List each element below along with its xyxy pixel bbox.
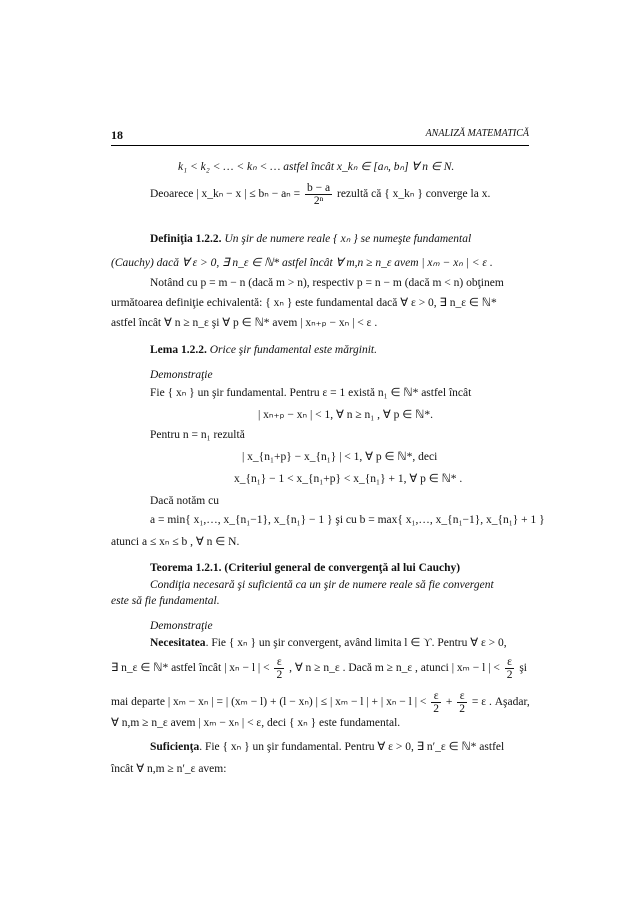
- proof-line: atunci a ≤ xₙ ≤ b , ∀ n ∈ N.: [111, 536, 240, 548]
- proof-line: [150, 636, 507, 650]
- proof-formula: | x_{n₁+p} − x_{n₁} | < 1, ∀ p ∈ ℕ*, deci: [242, 451, 438, 463]
- sufficiency-label: Suficienţa: [150, 741, 200, 753]
- fraction: [505, 656, 515, 681]
- header-rule: [111, 145, 529, 146]
- text-span: . Fie { xₙ } un şir convergent, având limita l ∈ ϒ. Pentru ∀ ε > 0,: [205, 637, 507, 649]
- paragraph-line: Notând cu p = m − n (dacă m > n), respectiv p = n − m (dacă m < n) obţinem: [150, 277, 504, 289]
- necessity-label: Necesitatea: [150, 637, 206, 649]
- proof-formula: | xₙ₊ₚ − xₙ | < 1, ∀ n ≥ n₁ , ∀ p ∈ ℕ*.: [258, 409, 434, 421]
- proof-line: Pentru n = n₁ rezultă: [150, 429, 245, 441]
- formula-line: k₁ < k₂ < … < kₙ < … astfel încât x_kₙ ∈ [aₙ, bₙ] ∀ n ∈ N.: [178, 161, 455, 173]
- fraction: [305, 182, 332, 207]
- text-span: , ∀ n ≥ n_ε . Dacă m ≥ n_ε , atunci | xₘ − l | <: [289, 662, 500, 675]
- text-span: . Fie { xₙ } un şir fundamental. Pentru ∀ ε > 0, ∃ n′_ε ∈ ℕ* astfel: [199, 741, 505, 753]
- definition-line: (Cauchy) dacă ∀ ε > 0, ∃ n_ε ∈ ℕ* astfel încât ∀ m,n ≥ n_ε avem | xₘ − xₙ | < ε .: [111, 257, 493, 269]
- fraction-denominator: 2: [506, 669, 513, 681]
- proof-line: Fie { xₙ } un şir fundamental. Pentru ε = 1 există n₁ ∈ ℕ* astfel încât: [150, 387, 472, 399]
- theorem-text: este să fie fundamental.: [111, 595, 220, 607]
- text-span: ∃ n_ε ∈ ℕ* astfel încât | xₙ − l | <: [111, 662, 270, 675]
- fraction-numerator: ε: [505, 656, 515, 669]
- proof-formula: [111, 690, 530, 715]
- text-span: Deoarece | x_kₙ − x | ≤ bₙ − aₙ =: [150, 188, 301, 201]
- theorem-heading: Teorema 1.2.1. (Criteriul general de convergenţă al lui Cauchy): [150, 562, 461, 574]
- proof-heading: Demonstraţie: [150, 369, 213, 381]
- fraction: [274, 656, 284, 681]
- text-span: +: [445, 696, 453, 709]
- proof-line: [150, 740, 504, 754]
- fraction: [431, 690, 441, 715]
- text-span: şi: [519, 662, 527, 675]
- lemma-line: [150, 343, 377, 357]
- text-span: rezultă că { x_kₙ } converge la x.: [336, 188, 491, 201]
- proof-formula: [111, 656, 527, 681]
- proof-line: încât ∀ n,m ≥ n′_ε avem:: [111, 763, 227, 775]
- formula-line: [150, 182, 490, 207]
- lemma-text: Orice şir fundamental este mărginit.: [206, 344, 378, 356]
- proof-line: ∀ n,m ≥ n_ε avem | xₘ − xₙ | < ε, deci { xₙ } este fundamental.: [111, 717, 401, 729]
- definition-label: Definiţia 1.2.2.: [150, 233, 222, 245]
- fraction-numerator: ε: [457, 690, 467, 703]
- fraction-numerator: b − a: [307, 182, 331, 194]
- theorem-text: Condiţia necesară şi suficientă ca un şir de numere reale să fie convergent: [150, 579, 494, 591]
- definition-text: Un şir de numere reale { xₙ } se numeşte fundamental: [221, 233, 472, 245]
- proof-formula: x_{n₁} − 1 < x_{n₁+p} < x_{n₁} + 1, ∀ p ∈ ℕ* .: [234, 473, 463, 485]
- text-span: mai departe | xₘ − xₙ | = | (xₘ − l) + (l − xₙ) | ≤ | xₘ − l | + | xₙ − l | <: [111, 696, 427, 709]
- fraction-numerator: ε: [431, 690, 441, 703]
- definition-line: [150, 232, 471, 246]
- proof-formula: a = min{ x₁,…, x_{n₁−1}, x_{n₁} − 1 } şi cu b = max{ x₁,…, x_{n₁−1}, x_{n₁} + 1 }: [150, 514, 545, 526]
- paragraph-line: astfel încât ∀ n ≥ n_ε şi ∀ p ∈ ℕ* avem | xₙ₊ₚ − xₙ | < ε .: [111, 317, 378, 329]
- paragraph-line: următoarea definiţie echivalentă: { xₙ } este fundamental dacă ∀ ε > 0, ∃ n_ε ∈ ℕ*: [111, 297, 497, 309]
- proof-heading: Demonstraţie: [150, 620, 213, 632]
- fraction-denominator: 2: [433, 703, 440, 715]
- fraction-denominator: 2: [459, 703, 466, 715]
- fraction-numerator: ε: [274, 656, 284, 669]
- page-header: [111, 128, 529, 144]
- fraction-denominator: 2ⁿ: [313, 195, 324, 207]
- page-number: 18: [111, 128, 123, 142]
- fraction: [457, 690, 467, 715]
- lemma-label: Lema 1.2.2.: [150, 344, 207, 356]
- text-span: = ε . Aşadar,: [471, 696, 530, 709]
- fraction-denominator: 2: [276, 669, 283, 681]
- proof-line: Dacă notăm cu: [150, 495, 219, 507]
- running-title: ANALIZĂ MATEMATICĂ: [425, 128, 529, 139]
